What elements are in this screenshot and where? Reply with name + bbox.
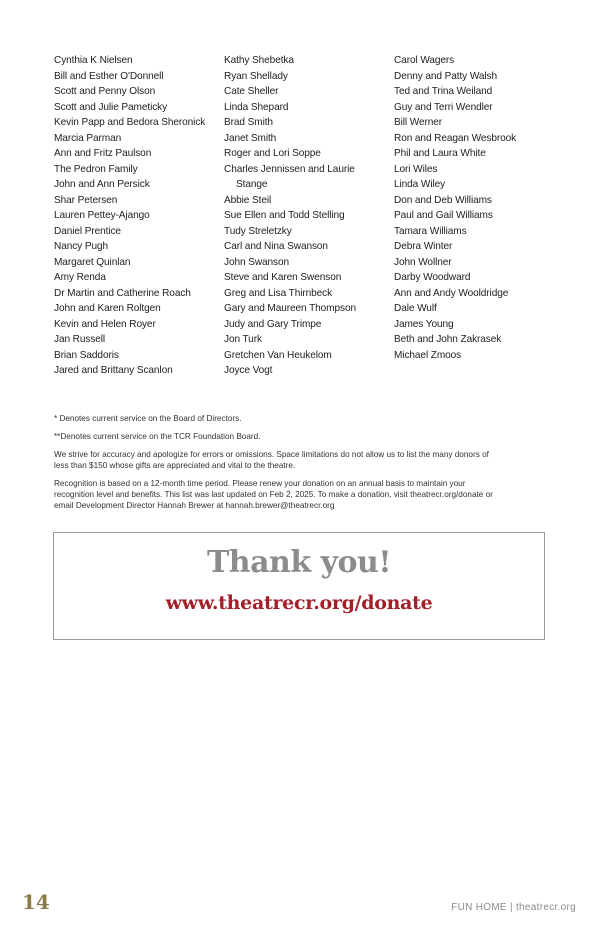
donor-name: Abbie Steil: [224, 194, 272, 206]
donor-name: Carl and Nina Swanson: [224, 241, 328, 252]
donor-column-1: [54, 53, 220, 379]
donor-name: John Wollner: [394, 256, 452, 268]
donor-name: Darby Woodward: [394, 272, 471, 283]
page-number: 14: [22, 890, 50, 914]
donor-name: Don and Deb Williams: [394, 194, 492, 206]
donor-name: Cynthia K Nielsen: [54, 55, 133, 66]
footer-text: FUN HOME | theatrecr.org: [451, 902, 576, 913]
donor-name: John and Ann Persick: [54, 179, 150, 190]
donor-name: Lauren Pettey-Ajango: [54, 210, 150, 221]
donor-name: Greg and Lisa Thirnbeck: [224, 287, 333, 299]
accuracy-note: We strive for accuracy and apologize for errors or omissions. Space limitations do not allow us to list the many donors of less than $150 whose gifts are appreciated and vital to the theatre.: [54, 450, 489, 470]
donor-name: Gretchen Van Heukelom: [224, 349, 332, 361]
donor-name: Joyce Vogt: [224, 365, 273, 376]
donor-name: Kevin and Helen Royer: [54, 318, 156, 330]
donor-name: Ron and Reagan Wesbrook: [394, 132, 517, 144]
donor-name: Linda Shepard: [224, 101, 289, 113]
donor-name: Brad Smith: [224, 117, 273, 128]
donor-name: Charles Jennissen and Laurie Stange: [224, 163, 355, 190]
recognition-note: Recognition is based on a 12-month time period. Please renew your donation on an annual basis to maintain your recognition level and benefits. This list was last updated on Feb 2, 2025. To make a donation, visit theatrecr.org/donate or email Development Director Hannah Brewer at hannah.brewer@theatrecr.org: [54, 479, 493, 510]
donor-name: Beth and John Zakrasek: [394, 334, 502, 345]
donor-name: Jan Russell: [54, 334, 106, 345]
donor-name: Lori Wiles: [394, 163, 438, 175]
thank-you-heading: Thank you!: [206, 545, 392, 580]
donor-name: Marcia Parman: [54, 132, 122, 144]
donor-name: Ted and Trina Weiland: [394, 86, 493, 97]
donor-name: Ann and Andy Wooldridge: [394, 287, 509, 299]
donor-name: Shar Petersen: [54, 194, 118, 206]
donor-name: The Pedron Family: [54, 163, 138, 175]
donor-name: Judy and Gary Trimpe: [224, 318, 322, 330]
donor-name: Gary and Maureen Thompson: [224, 303, 356, 314]
donor-name: Scott and Penny Olson: [54, 86, 156, 97]
donor-name: Nancy Pugh: [54, 241, 108, 252]
donor-name: Denny and Patty Walsh: [394, 70, 498, 82]
donor-name: Tudy Streletzky: [224, 225, 292, 237]
donor-name: Steve and Karen Swenson: [224, 272, 342, 283]
donor-name: Bill and Esther O'Donnell: [54, 70, 164, 82]
donor-list: [54, 53, 554, 383]
donor-name: Michael Zmoos: [394, 349, 462, 361]
donor-name: Linda Wiley: [394, 179, 446, 190]
donor-column-2: [224, 53, 390, 379]
donor-name: Amy Renda: [54, 272, 106, 283]
donor-name: Guy and Terri Wendler: [394, 101, 493, 113]
donor-name: Debra Winter: [394, 241, 453, 252]
donor-name: Daniel Prentice: [54, 225, 121, 237]
donor-name: Ann and Fritz Paulson: [54, 148, 152, 159]
donor-name: John Swanson: [224, 256, 290, 268]
donor-name: Cate Sheller: [224, 86, 279, 97]
footnotes: [54, 413, 502, 518]
donor-name: Ryan Shellady: [224, 70, 288, 82]
donor-name: Kathy Shebetka: [224, 55, 294, 66]
donor-name: Carol Wagers: [394, 55, 455, 66]
donor-name: Phil and Laura White: [394, 148, 486, 159]
donor-column-3: [394, 53, 560, 363]
donor-name: Dale Wulf: [394, 303, 437, 314]
thank-you-box: [53, 532, 545, 640]
donor-name: Brian Saddoris: [54, 349, 119, 361]
donor-name: Bill Werner: [394, 117, 443, 128]
donor-name: James Young: [394, 318, 454, 330]
donor-name: John and Karen Roltgen: [54, 303, 161, 314]
donate-link[interactable]: www.theatrecr.org/donate: [165, 592, 433, 614]
donor-name: Tamara Williams: [394, 225, 467, 237]
donor-name: Sue Ellen and Todd Stelling: [224, 210, 345, 221]
donor-name: Paul and Gail Williams: [394, 210, 493, 221]
donor-name: Dr Martin and Catherine Roach: [54, 287, 191, 299]
donor-name: Janet Smith: [224, 132, 277, 144]
donor-name: Scott and Julie Pameticky: [54, 101, 168, 113]
donor-name: Margaret Quinlan: [54, 256, 131, 268]
foundation-note: **Denotes current service on the TCR Foundation Board.: [54, 432, 261, 441]
donor-name: Roger and Lori Soppe: [224, 148, 321, 159]
donor-name: Jared and Brittany Scanlon: [54, 365, 173, 376]
donor-name: Jon Turk: [224, 334, 262, 345]
donor-name: Kevin Papp and Bedora Sheronick: [54, 117, 206, 128]
board-note: * Denotes current service on the Board of Directors.: [54, 414, 242, 423]
